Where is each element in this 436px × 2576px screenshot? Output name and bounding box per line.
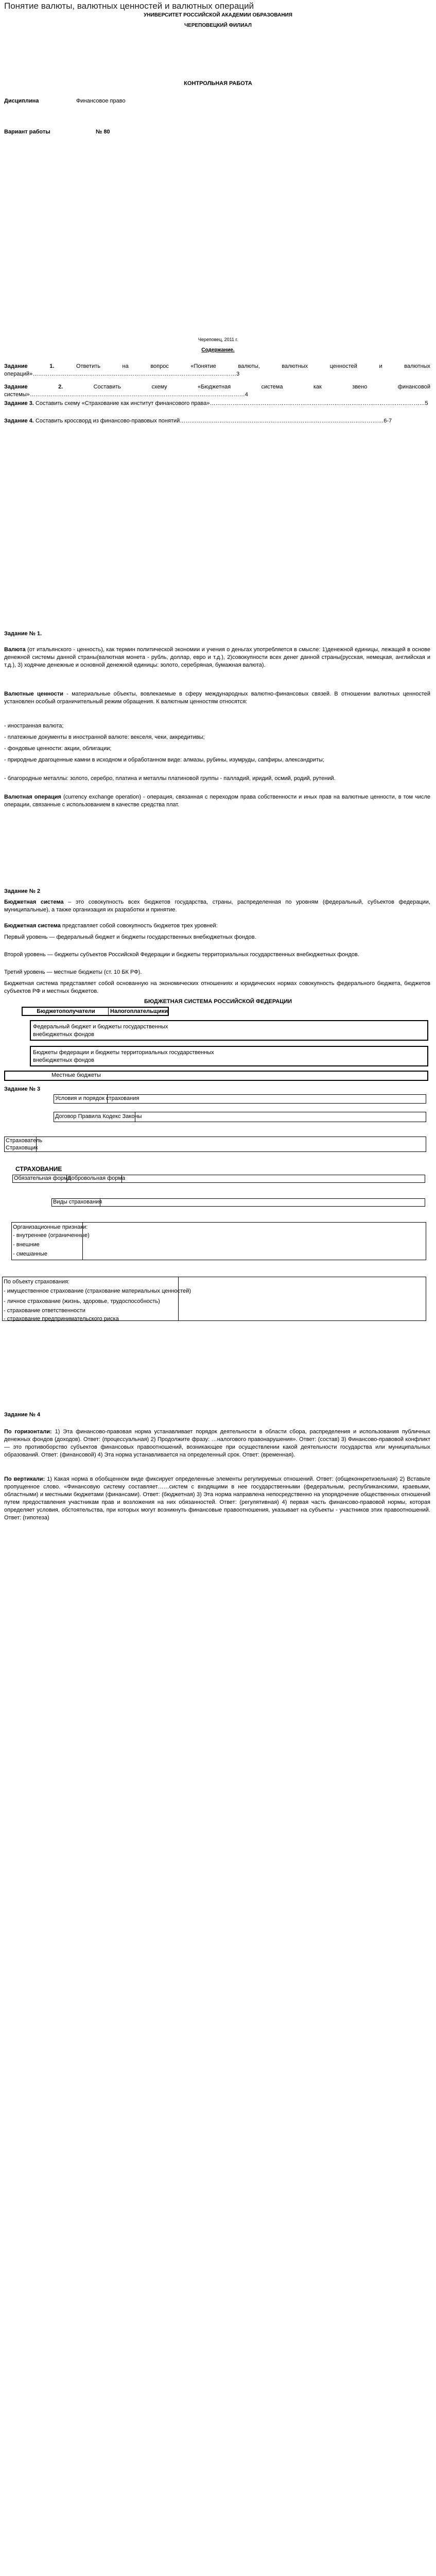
taxpayers-label: Налогоплательщики [110,1008,168,1014]
city-year: Череповец, 2011 г. [198,337,238,342]
task3-heading: Задание № 3 [4,1086,41,1092]
task2-para-1-text: – это совокупность всех бюджетов государства, страны, распределенная по уровням (федеральный, субъектов федерации, муниципальные), а также организация их разработки и принятие. [4,899,430,913]
toc-item-text: Ответить на вопрос «Понятие валюты, валютных ценностей и валютных операций»………………………………………………………………………………………………3 [4,363,430,377]
scheme-level-1 [30,1020,428,1041]
list-item: - природные драгоценные камни в исходном и обработанном виде: алмазы, рубины, изумруды, сапфиры, александриты; [4,757,324,763]
insurance-object-item: - имущественное страхование (страхование материальных ценностей) [4,1288,191,1294]
term-currency-operation: Валютная операция [4,794,61,800]
term-budget-system: Бюджетная система [4,923,61,929]
insurance-object-item: - страхование ответственности [4,1308,85,1314]
vertical-clues: 1) Какая норма в обобщенном виде фиксирует определенные элементы регулируемых отношений. Ответ: (общеконкретизельная) 2) Вставьте пропущенное слово. «Финансовую систему составляет……систем с входящими в нее государственными (федеральным, республиканскими, краевыми, областными) и местными бюджетами (финансами). Ответ: (бюджетная) 3) Эта норма направлена непосредственно на упорядочение общественных отношений путем предоставления участникам прав и возложения на них обязанностей. Ответ: (регулятивная) 4) первая часть финансово-правовой нормы, которая определяет условия, обстоятельства, при которых могут возникнуть финансовые правоотношения, указывает на субъекты - участников этих правоотношений. Ответ: (гипотеза) [4,1476,430,1521]
toc-item-text: Составить схему «Бюджетная система как звено финансовой системы»……………………………………………………………………………………………………4 [4,384,430,398]
toc-title: Содержание. [201,347,235,353]
toc-item-label: Задание 4. [4,418,34,424]
toc-item-text: Составить схему «Страхование как институт финансового права»……………………………………………………………………………………………………5 [33,400,428,406]
horizontal-label: По горизонтали: [4,1429,52,1435]
insurer-label: Страховщик [6,1145,38,1151]
toc-item-label: Задание 2. [4,384,63,390]
level-1-text: Федеральный бюджет и бюджеты государственных внебюджетных фондов [33,1024,168,1038]
insurance-object-item: - личное страхование (жизнь, здоровье, трудоспособность) [4,1298,160,1304]
list-item: - фондовые ценности: акции, облигации; [4,745,112,752]
toc-item [4,417,430,425]
insurance-sources-text: Договор Правила Кодекс Законы [55,1113,142,1120]
document-title: Понятие валюты, валютных ценностей и валютных операций [4,1,254,11]
insurance-conditions-box [54,1094,426,1104]
org-feature-item: - внешние [13,1242,40,1248]
divider-line [121,1175,122,1183]
insurer-policyholder-label: Страхователь [6,1138,43,1144]
toc-item [4,383,430,399]
toc-item [4,363,430,378]
task2-para-3: Первый уровень — федеральный бюджет и бюджеты государственных внебюджетных фондов. [4,934,256,940]
task2-para-6: Бюджетная система представляет собой основанную на экономических отношениях и юридических нормах совокупность федерального бюджета, бюджетов субъектов РФ и местных бюджетов. [4,980,430,994]
task1-para-values-text: - материальные объекты, вовлекаемые в сферу международных валютно-финансовых связей. В отношении валютных ценностей установлен особый ограничительный режим обращения. К валютным ценностям относятся: [4,691,430,705]
toc-item [4,400,430,408]
level-3-text: Местные бюджеты [51,1072,101,1078]
org-features-title: Организационные признаки: [13,1224,88,1230]
insurance-forms-box [12,1175,425,1183]
toc-item-label: Задание 3. [4,400,34,406]
task1-heading: Задание № 1. [4,631,42,637]
task2-para-1 [4,899,430,914]
insurance-parties-box [4,1137,426,1152]
divider-line [178,1277,179,1321]
org-feature-item: - смешанные [13,1251,48,1257]
task4-vertical [4,1476,430,1522]
term-currency: Валюта [4,647,26,653]
scheme-header-box [22,1007,169,1016]
divider-line [66,1175,67,1182]
discipline-label: Дисциплина [4,98,39,104]
variant-label: Вариант работы [4,129,50,135]
insurance-object-title: По объекту страхования: [4,1279,70,1285]
variant-value: № 80 [96,129,110,135]
form-mandatory: Обязательная форма [14,1175,71,1181]
insurance-conditions-text: Условия и порядок страхования [55,1095,139,1101]
scheme-title: БЮДЖЕТНАЯ СИСТЕМА РОССИЙСКОЙ ФЕДЕРАЦИИ [144,998,292,1005]
level-2-text: Бюджеты федерации и бюджеты территориальных государственных внебюджетных фондов [33,1049,214,1063]
task2-heading: Задание № 2 [4,888,41,894]
form-voluntary: Добровольная форма [67,1175,126,1181]
list-item: - платежные документы в иностранной валюте: векселя, чеки, аккредитивы; [4,734,205,740]
discipline-value: Финансовое право [76,98,126,104]
term-budget-system: Бюджетная система [4,899,64,905]
task2-para-5: Третий уровень — местные бюджеты (ст. 10 БК РФ). [4,969,142,975]
divider-line [36,1137,37,1152]
work-type: КОНТРОЛЬНАЯ РАБОТА [184,80,252,87]
divider-line [82,1222,83,1260]
task2-para-2 [4,922,430,930]
task1-para-currency-text: (от итальянского - ценность), как термин политической экономии и учения о деньгах употребляется в смысле: 1)денежной единицы, лежащей в основе денежной системы данной страны(валютная монета - рубль, доллар, евро и т.д.), 2)совокупности всех денег данной страны(русская, немецкая, английская и т.д.), 3) ходячие денежные и основной денежной единицы: золото, серебряная, бумажная валюта). [4,647,430,668]
list-item: - иностранная валюта; [4,723,64,729]
branch-name: ЧЕРЕПОВЕЦКИЙ ФИЛИАЛ [184,23,252,28]
task1-para-operation [4,793,430,809]
insurance-object-item: - страхование предпринимательского риска [4,1316,119,1322]
organizational-features-box [11,1222,426,1260]
header-divider [108,1008,109,1015]
insurance-types-box [51,1198,425,1207]
budget-recipients-label: Бюджетополучатели [37,1008,95,1014]
vertical-label: По вертикали: [4,1476,45,1482]
term-currency-values: Валютные ценности [4,691,64,697]
scheme-level-2 [30,1046,428,1066]
task2-para-4: Второй уровень — бюджеты субъектов Российской Федерации и бюджеты территориальных государственных внебюджетных фондов. [4,952,359,958]
horizontal-clues: 1) Эта финансово-правовая норма устанавливает порядок деятельности в области сбора, распределения и использования публичных денежных фондов (доходов). Ответ: (процессуальная) 2) Продолжите фразу: …налогового правонарушения». Ответ: (состав) 3) Финансово-правовой конфликт — это противоборство субъектов финансовых правоотношений, возникающее при осуществлении какой деятельности государства или муниципальных образований. Ответ: (финансовой) 4) Эта норма устанавливается на определенный срок. Ответ: (временная). [4,1429,431,1458]
insurance-title: СТРАХОВАНИЕ [15,1165,62,1173]
insurance-sources-box [54,1112,426,1122]
task4-heading: Задание № 4 [4,1412,41,1418]
task1-para-values [4,690,430,706]
task2-para-2-text: представляет собой совокупность бюджетов трех уровней: [60,923,218,929]
toc-item-label: Задание 1. [4,363,55,369]
toc-item-text: Составить кроссворд из финансово-правовых понятий………………………………………………………………………………………………6-7 [33,418,392,424]
task1-para-operation-text: (currency exchange operation) - операция, связанная с переходом права собственности и иных прав на валютные ценности, в том числе операции, связанные с использованием в качестве средства плат. [4,794,430,808]
university-name: УНИВЕРСИТЕТ РОССИЙСКОЙ АКАДЕМИИ ОБРАЗОВАНИЯ [144,12,292,18]
insurance-object-box [2,1277,426,1321]
divider-line [107,1094,108,1104]
insurance-types-text: Виды страхования [53,1199,102,1205]
org-feature-item: - внутреннее (ограниченные) [13,1232,90,1239]
list-item: - благородные металлы: золото, серебро, платина и металлы платиновой группы - палладий, иридий, осмий, родий, рутений. [4,775,336,782]
task1-para-currency [4,646,430,669]
task4-horizontal [4,1428,430,1459]
scheme-level-3 [4,1071,428,1081]
